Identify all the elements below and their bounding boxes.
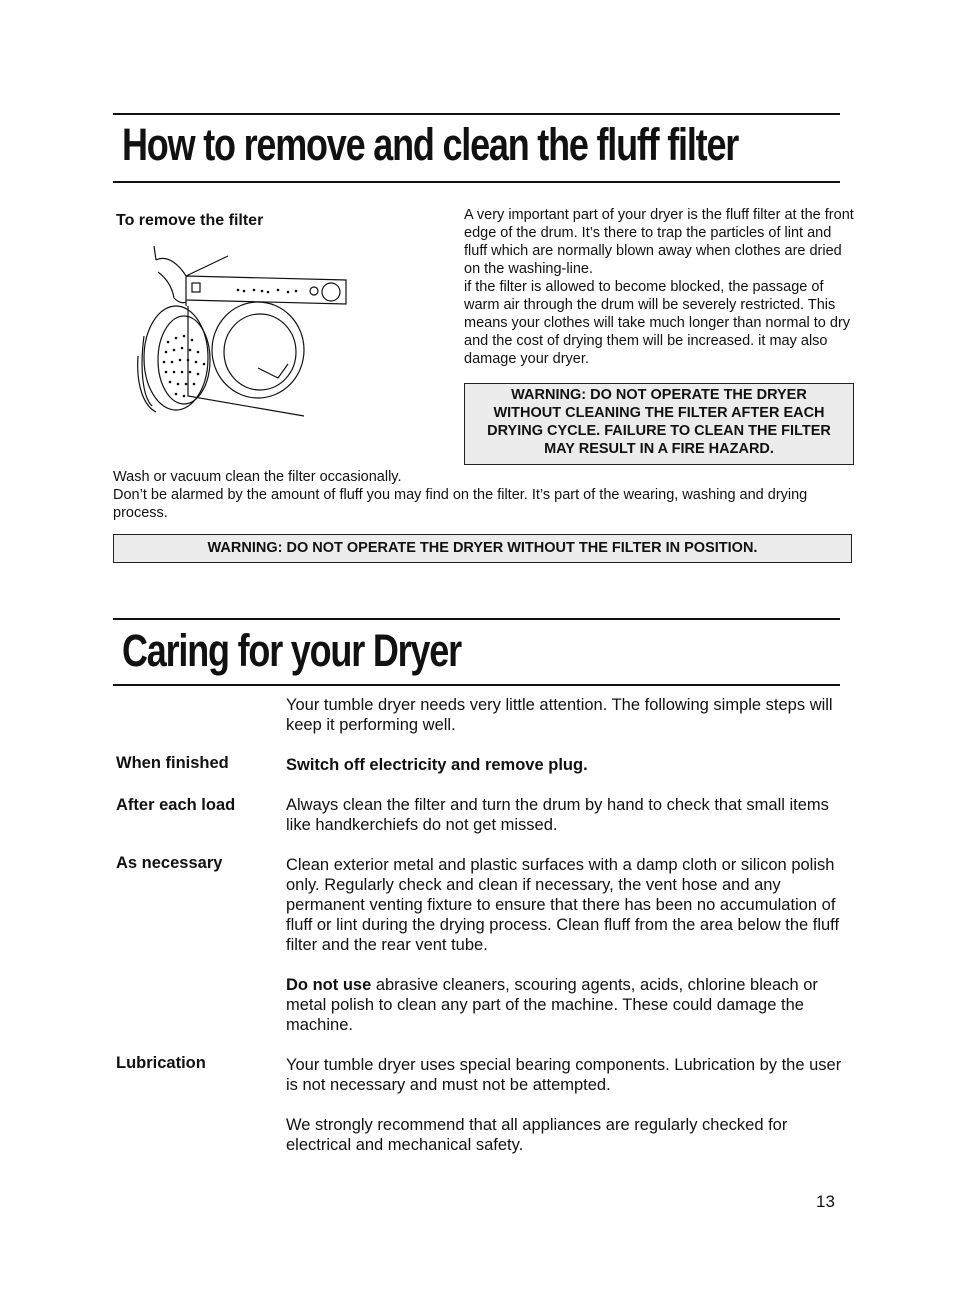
warning-box-clean-filter [464,383,854,465]
do-not-use-rest: abrasive cleaners, scouring agents, acids, chlorine bleach or metal polish to clean any part of the machine. These could damage the machine. [286,976,818,1034]
subheading-remove-filter: To remove the filter [116,212,264,229]
caring-intro-text: Your tumble dryer needs very little attention. The following simple steps will keep it performing well. [286,696,833,734]
text-after-each-load: Always clean the filter and turn the drum by hand to check that small items like handkerchiefs do not get missed. [286,796,829,834]
warning-filter-position-text: WARNING: DO NOT OPERATE THE DRYER WITHOUT THE FILTER IN POSITION. [207,540,758,556]
filter-removal-illustration [128,246,358,422]
section-title-fluff-filter: How to remove and clean the fluff filter [122,119,739,170]
page-number: 13 [816,1192,835,1211]
filter-intro-text: A very important part of your dryer is the fluff filter at the front edge of the drum. It’s there to trap the particles of lint and fluff which are normally blown away when clothes are dried on the washing-line. if the filter is allowed to become blocked, the passage of warm air through the drum will be severely restricted. This means your clothes will take much longer than normal to dry and the cost of drying them will be increased. it may also damage your dryer. [464,207,854,367]
label-lubrication: Lubrication [116,1054,206,1072]
wash-filter-note: Wash or vacuum clean the filter occasionally. Don’t be alarmed by the amount of fluff you may find on the filter. It’s part of the wearing, washing and drying process. [113,469,808,521]
text-do-not-use [286,975,846,1035]
warning-clean-filter-text: WARNING: DO NOT OPERATE THE DRYER WITHOUT CLEANING THE FILTER AFTER EACH DRYING CYCLE. FAILURE TO CLEAN THE FILTER MAY RESULT IN A FIRE HAZARD. [487,387,831,457]
label-as-necessary: As necessary [116,854,223,872]
do-not-use-lead: Do not use [286,976,372,994]
section-title-caring: Caring for your Dryer [122,625,461,676]
text-lubrication: Your tumble dryer uses special bearing components. Lubrication by the user is not necessary and must not be attempted. [286,1056,842,1094]
text-when-finished: Switch off electricity and remove plug. [286,756,588,774]
label-when-finished: When finished [116,754,229,772]
section2-top-rule [113,618,840,620]
text-as-necessary: Clean exterior metal and plastic surfaces with a damp cloth or silicon polish only. Regularly check and clean if necessary, the vent hose and any permanent venting fixture to ensure that there has been no accumulation of fluff or lint during the drying process. Clean fluff from the area below the fluff filter and the rear vent tube. [286,856,840,954]
warning-box-filter-position [113,534,852,563]
text-recommend-safety: We strongly recommend that all appliances are regularly checked for electrical and mechanical safety. [286,1116,788,1154]
section2-title-underline [113,684,840,686]
title-underline [113,181,840,183]
label-after-each-load: After each load [116,796,236,814]
top-rule [113,113,840,115]
